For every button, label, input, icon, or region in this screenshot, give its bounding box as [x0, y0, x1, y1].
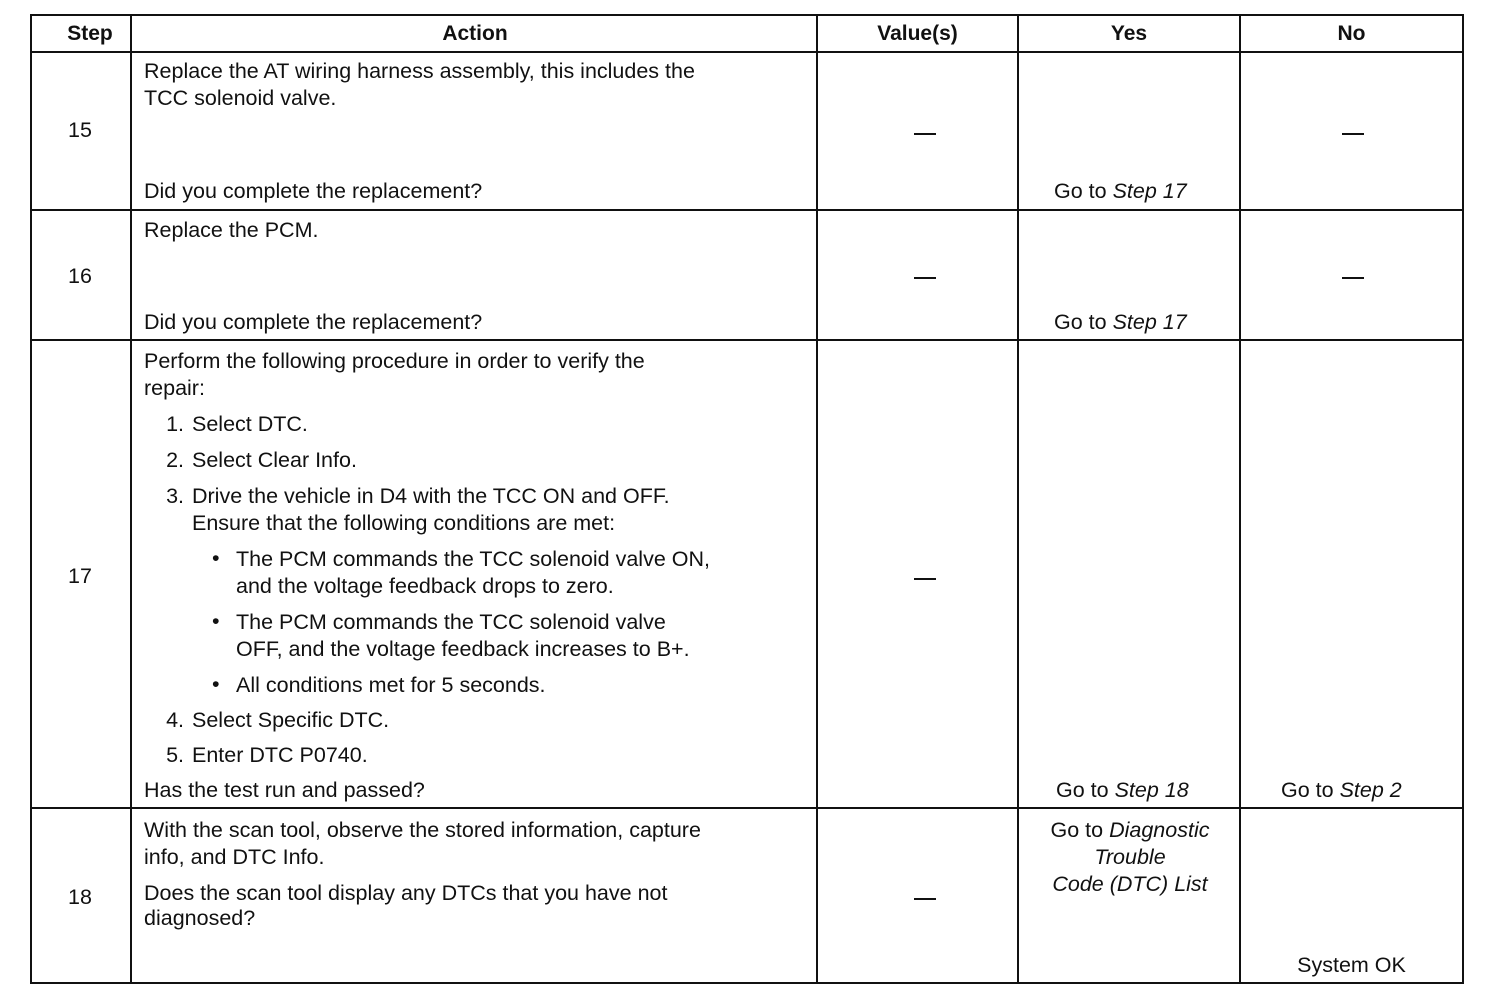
action-text: Replace the AT wiring harness assembly, this includes the — [144, 59, 695, 83]
diagnostic-table — [30, 14, 1464, 984]
step-number: 18 — [68, 885, 92, 909]
header-action: Action — [442, 22, 508, 45]
table-border-right — [1462, 14, 1464, 984]
action-text: Replace the PCM. — [144, 218, 319, 242]
yes-cell — [1019, 817, 1241, 844]
bullet-text: OFF, and the voltage feedback increases to B+. — [236, 637, 690, 661]
no-prefix: Go to — [1281, 778, 1334, 802]
value-dash — [914, 578, 936, 580]
action-text: With the scan tool, observe the stored information, capture — [144, 818, 701, 842]
bullet-text: All conditions met for 5 seconds. — [236, 673, 546, 697]
no-dash — [1342, 133, 1364, 135]
yes-prefix: Go to — [1050, 818, 1104, 842]
column-divider — [130, 14, 132, 984]
list-item: 4. Select Specific DTC. — [166, 708, 390, 732]
step-number: 17 — [68, 564, 92, 588]
value-dash — [914, 277, 936, 279]
no-step-link[interactable]: Step 2 — [1339, 778, 1402, 802]
row-divider — [30, 209, 1464, 211]
list-item: 1. Select DTC. — [166, 412, 308, 436]
action-question: Did you complete the replacement? — [144, 179, 483, 203]
header-step: Step — [67, 22, 113, 45]
yes-cell — [1054, 309, 1187, 336]
bullet-icon: • — [212, 672, 220, 696]
yes-link-diagnostic[interactable]: Diagnostic — [1109, 818, 1210, 842]
row-divider — [30, 339, 1464, 341]
action-question: Has the test run and passed? — [144, 778, 425, 802]
table-border-bottom — [30, 982, 1464, 984]
list-item: 5. Enter DTC P0740. — [166, 743, 368, 767]
row-divider — [30, 807, 1464, 809]
value-dash — [914, 133, 936, 135]
action-question: Does the scan tool display any DTCs that you have not — [144, 881, 668, 905]
bullet-text: The PCM commands the TCC solenoid valve ON, — [236, 547, 710, 571]
no-cell — [1281, 777, 1402, 804]
action-text: Perform the following procedure in order to verify the — [144, 349, 645, 373]
no-dash — [1342, 277, 1364, 279]
step-number: 15 — [68, 118, 92, 142]
action-question: Did you complete the replacement? — [144, 310, 483, 334]
yes-step-link[interactable]: Step 18 — [1114, 778, 1189, 802]
header-yes: Yes — [1110, 22, 1148, 45]
yes-prefix: Go to — [1054, 310, 1107, 334]
yes-link-trouble[interactable]: Trouble — [1094, 845, 1166, 869]
bullet-icon: • — [212, 546, 220, 570]
bullet-icon: • — [212, 609, 220, 633]
yes-step-link[interactable]: Step 17 — [1112, 310, 1187, 334]
bullet-text: The PCM commands the TCC solenoid valve — [236, 610, 666, 634]
yes-cell — [1056, 777, 1189, 804]
header-no: No — [1337, 22, 1366, 45]
list-item-continuation: Ensure that the following conditions are met: — [192, 511, 616, 535]
yes-prefix: Go to — [1054, 179, 1107, 203]
yes-cell — [1054, 178, 1187, 205]
yes-prefix: Go to — [1056, 778, 1109, 802]
column-divider — [816, 14, 818, 984]
action-text: info, and DTC Info. — [144, 845, 325, 869]
action-question: diagnosed? — [144, 906, 256, 930]
step-number: 16 — [68, 264, 92, 288]
yes-step-link[interactable]: Step 17 — [1112, 179, 1187, 203]
yes-link-dtc-list[interactable]: Code (DTC) List — [1052, 872, 1208, 896]
action-text: repair: — [144, 376, 205, 400]
action-text: TCC solenoid valve. — [144, 86, 337, 110]
value-dash — [914, 898, 936, 900]
header-values: Value(s) — [877, 22, 958, 45]
bullet-text: and the voltage feedback drops to zero. — [236, 574, 614, 598]
no-system-ok: System OK — [1297, 953, 1406, 977]
list-item: 2. Select Clear Info. — [166, 448, 357, 472]
list-item: 3. Drive the vehicle in D4 with the TCC ON and OFF. — [166, 484, 670, 508]
table-border-left — [30, 14, 32, 984]
